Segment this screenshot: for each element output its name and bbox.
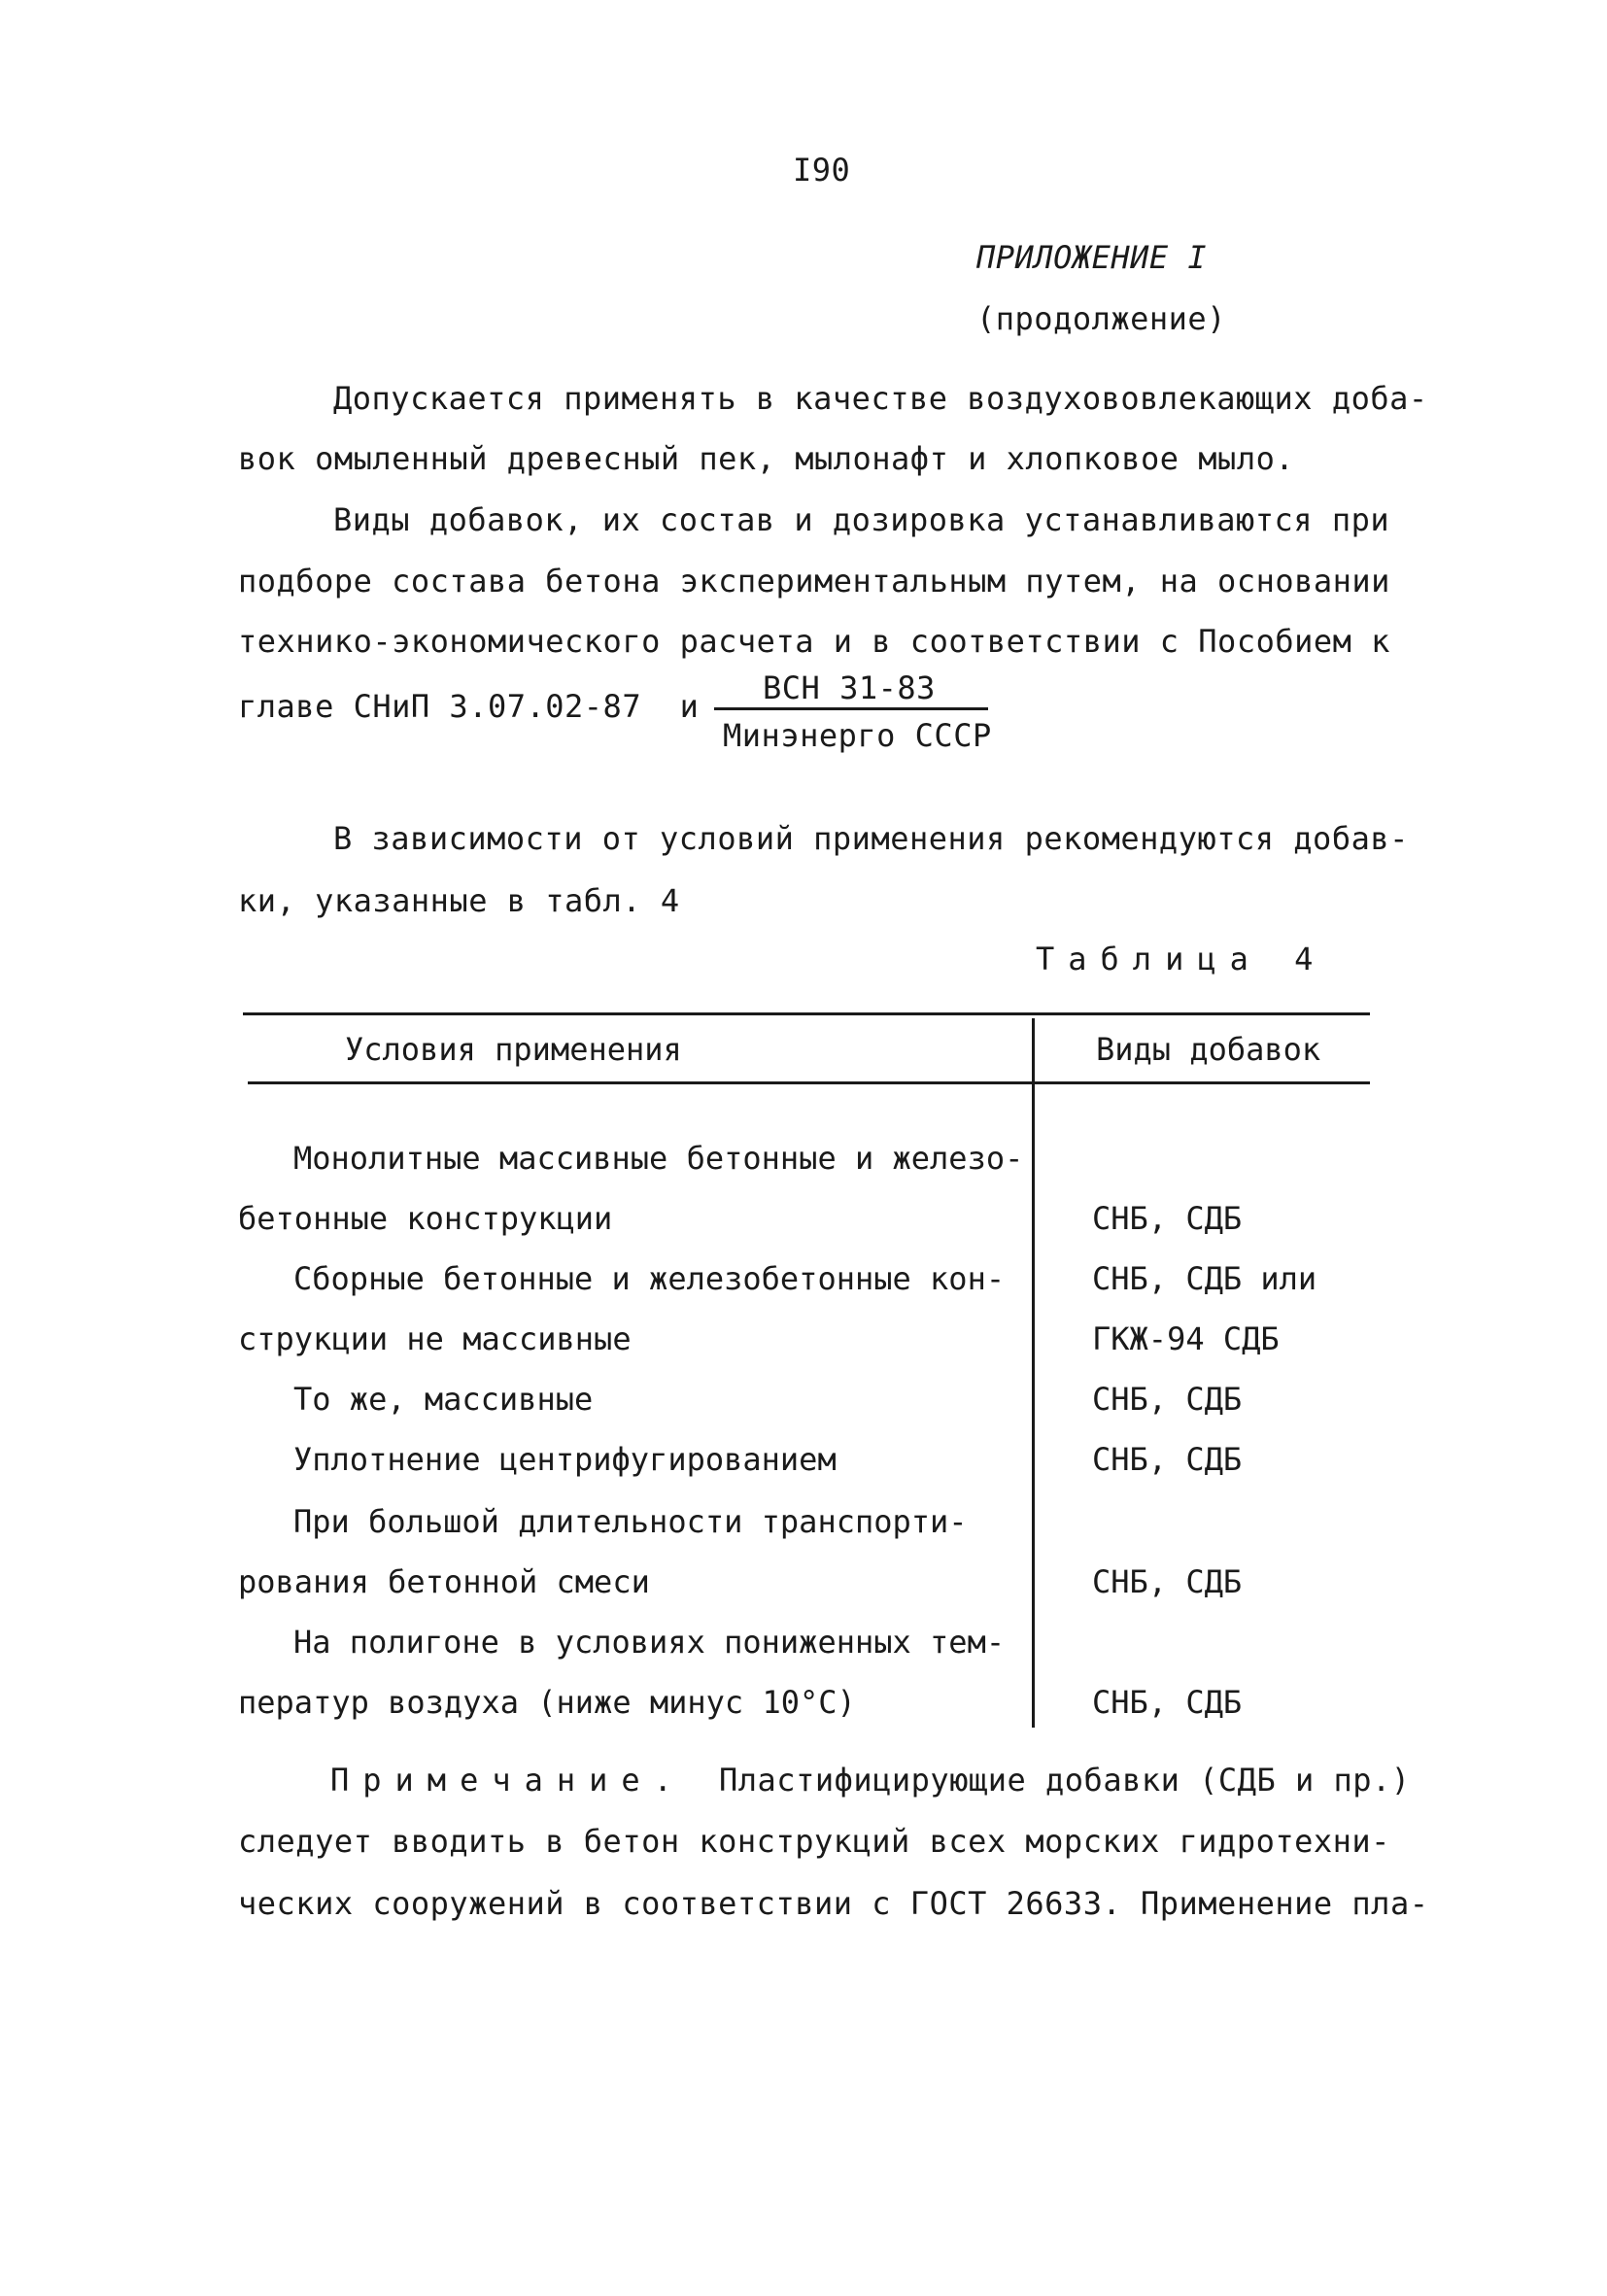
table-cell-additive: СНБ, СДБ: [1092, 1441, 1243, 1478]
paragraph-line: главе СНиП 3.07.02-87 и: [238, 688, 700, 725]
paragraph-line: Допускается применять в качестве воздухововлекающих доба-: [333, 380, 1428, 417]
table-cell-additive: СНБ, СДБ или: [1092, 1260, 1317, 1297]
fraction-bar: [714, 707, 988, 710]
table-caption: Таблица 4: [1036, 941, 1327, 977]
table-cell-condition: рования бетонной смеси: [238, 1563, 650, 1600]
paragraph-line: технико-экономического расчета и в соответствии с Пособием к: [238, 623, 1390, 660]
table-column-divider: [1032, 1018, 1035, 1728]
paragraph-line: Виды добавок, их состав и дозировка устанавливаются при: [333, 501, 1390, 538]
page-number: I90: [793, 152, 851, 188]
table-header-rule: [248, 1081, 1370, 1084]
appendix-subtitle: (продолжение): [976, 300, 1226, 337]
table-header-conditions: Условия применения: [345, 1031, 682, 1068]
table-cell-condition: Уплотнение центрифугированием: [293, 1441, 837, 1478]
fraction-numerator: ВСН 31-83: [763, 669, 936, 706]
table-top-rule: [243, 1012, 1370, 1015]
table-cell-condition: На полигоне в условиях пониженных тем-: [293, 1624, 1006, 1661]
table-cell-additive: СНБ, СДБ: [1092, 1684, 1243, 1721]
paragraph-line: подборе состава бетона экспериментальным путем, на основании: [238, 563, 1390, 600]
appendix-title: ПРИЛОЖЕНИЕ I: [976, 239, 1208, 276]
table-cell-condition: ператур воздуха (ниже минус 10°С): [238, 1684, 856, 1721]
table-cell-condition: При большой длительности транспорти-: [293, 1503, 968, 1540]
table-cell-condition: То же, массивные: [293, 1381, 594, 1418]
table-cell-additive: СНБ, СДБ: [1092, 1381, 1243, 1418]
table-cell-condition: бетонные конструкции: [238, 1200, 613, 1237]
note-label: Примечание.: [330, 1762, 686, 1799]
table-cell-condition: Монолитные массивные бетонные и железо-: [293, 1140, 1024, 1177]
table-cell-condition: струкции не массивные: [238, 1320, 632, 1357]
note-line: следует вводить в бетон конструкций всех морских гидротехни-: [238, 1823, 1390, 1860]
note-line: ческих сооружений в соответствии с ГОСТ 26633. Применение пла-: [238, 1885, 1429, 1922]
table-cell-condition: Сборные бетонные и железобетонные кон-: [293, 1260, 1006, 1297]
fraction-denominator: Минэнерго СССР: [723, 717, 992, 754]
table-cell-additive: СНБ, СДБ: [1092, 1563, 1243, 1600]
table-cell-additive: СНБ, СДБ: [1092, 1200, 1243, 1237]
table-header-additives: Виды добавок: [1096, 1031, 1321, 1068]
paragraph-line: ки, указанные в табл. 4: [238, 882, 680, 919]
note-line: Пластифицирующие добавки (СДБ и пр.): [719, 1762, 1411, 1799]
paragraph-line: В зависимости от условий применения рекомендуются добав-: [333, 820, 1409, 857]
table-cell-additive: ГКЖ-94 СДБ: [1092, 1320, 1280, 1357]
paragraph-line: вок омыленный древесный пек, мылонафт и хлопковое мыло.: [238, 440, 1295, 477]
